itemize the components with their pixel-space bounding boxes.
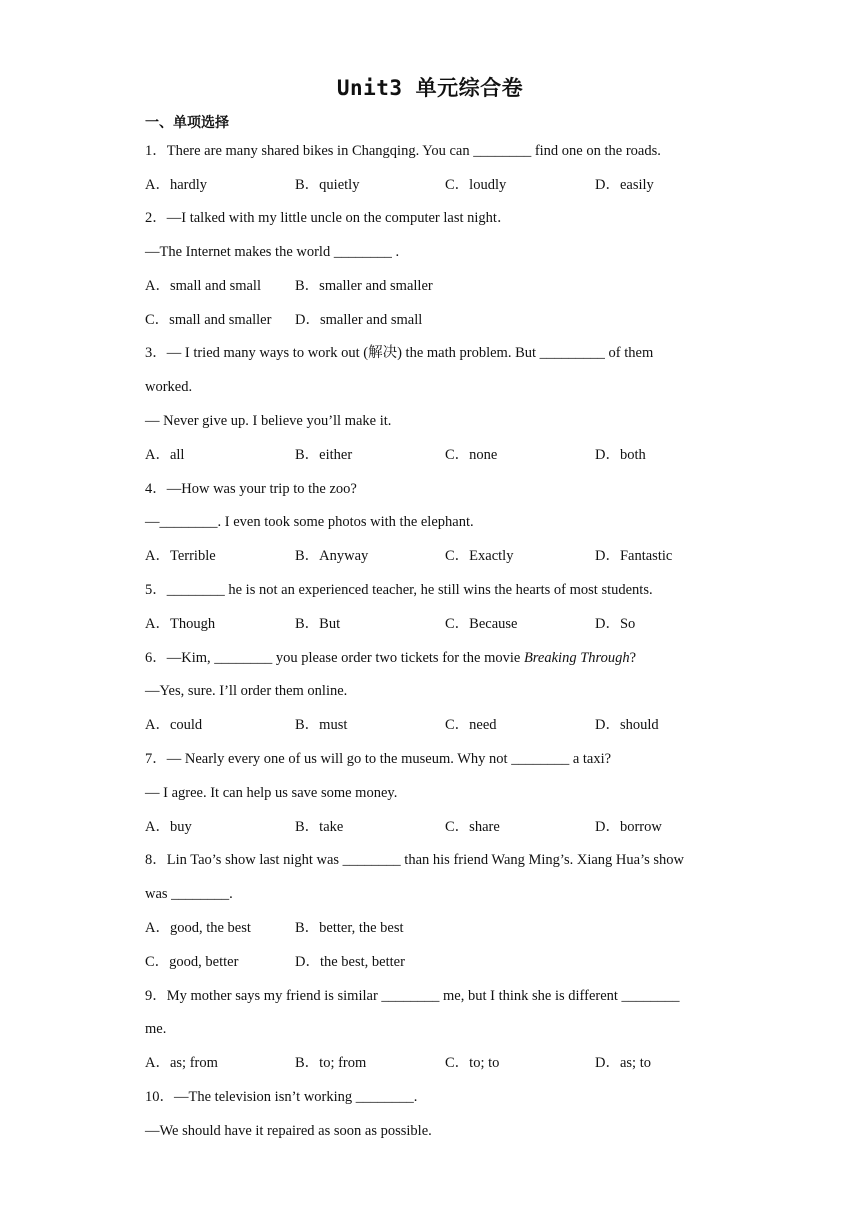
q8-option-b[interactable]: B．better, the best <box>295 920 404 936</box>
q1-option-a[interactable]: A．hardly <box>145 177 208 193</box>
question-3-reply: — Never give up. I believe you’ll make it. <box>145 413 392 429</box>
q3-option-a[interactable]: A．all <box>145 447 185 463</box>
q7-option-d[interactable]: D．borrow <box>595 819 662 835</box>
movie-title: Breaking Through <box>523 650 630 666</box>
q9-option-a[interactable]: A．as; from <box>145 1055 218 1071</box>
q8-option-d[interactable]: D．the best, better <box>295 954 405 970</box>
question-8-text: 8．Lin Tao’s show last night was ________ than his friend Wang Ming’s. Xiang Hua’s show <box>145 852 684 868</box>
question-6-text-pre: 6．—Kim, ________ you please order two tickets for the movie <box>145 650 524 666</box>
q8-option-a[interactable]: A．good, the best <box>145 920 251 936</box>
question-9-text: 9．My mother says my friend is similar ________ me, but I think she is different ________ <box>145 988 680 1004</box>
q5-option-c[interactable]: C．Because <box>445 616 518 632</box>
q5-option-b[interactable]: B．But <box>295 616 341 632</box>
question-2-reply: —The Internet makes the world ________ . <box>145 244 400 260</box>
question-10-reply: —We should have it repaired as soon as possible. <box>145 1123 432 1139</box>
q2-option-b[interactable]: B．smaller and smaller <box>295 278 433 294</box>
section-heading: 一、单项选择 <box>145 115 229 131</box>
question-7-reply: — I agree. It can help us save some money. <box>145 785 398 801</box>
q9-option-b[interactable]: B．to; from <box>295 1055 367 1071</box>
q4-option-a[interactable]: A．Terrible <box>145 548 216 564</box>
q6-option-a[interactable]: A．could <box>145 717 203 733</box>
document-title: Unit3 单元综合卷 <box>336 76 524 100</box>
q3-option-d[interactable]: D．both <box>595 447 646 463</box>
q2-option-c[interactable]: C．small and smaller <box>145 312 272 328</box>
q5-option-d[interactable]: D．So <box>595 616 636 632</box>
q4-option-d[interactable]: D．Fantastic <box>595 548 673 564</box>
q1-option-c[interactable]: C．loudly <box>445 177 507 193</box>
question-5-text: 5．________ he is not an experienced teacher, he still wins the hearts of most students. <box>145 582 653 598</box>
question-4-text: 4．—How was your trip to the zoo? <box>145 481 357 497</box>
question-4-reply: —________. I even took some photos with the elephant. <box>145 514 474 530</box>
q3-option-c[interactable]: C．none <box>445 447 498 463</box>
question-9-text-cont: me. <box>145 1021 167 1037</box>
question-3-text: 3．— I tried many ways to work out (解决) the math problem. But _________ of them <box>145 345 654 361</box>
question-7-text: 7．— Nearly every one of us will go to the museum. Why not ________ a taxi? <box>145 751 612 767</box>
q7-option-c[interactable]: C．share <box>445 819 500 835</box>
q3-option-b[interactable]: B．either <box>295 447 353 463</box>
q1-option-d[interactable]: D．easily <box>595 177 654 193</box>
question-10-text: 10．—The television isn’t working ________. <box>145 1089 418 1105</box>
q4-option-c[interactable]: C．Exactly <box>445 548 514 564</box>
q4-option-b[interactable]: B．Anyway <box>295 548 369 564</box>
question-2-text: 2．—I talked with my little uncle on the computer last night． <box>145 210 512 226</box>
q2-option-a[interactable]: A．small and small <box>145 278 261 294</box>
question-6-text <box>145 648 636 668</box>
q6-option-c[interactable]: C．need <box>445 717 497 733</box>
question-8-text-cont: was ________. <box>145 886 233 902</box>
q1-option-b[interactable]: B．quietly <box>295 177 360 193</box>
q8-option-c[interactable]: C．good, better <box>145 954 239 970</box>
question-1-text: 1．There are many shared bikes in Changqing. You can ________ find one on the roads. <box>145 143 661 159</box>
question-3-text-cont: worked. <box>145 379 193 395</box>
question-6-reply: —Yes, sure. I’ll order them online. <box>145 683 348 699</box>
q5-option-a[interactable]: A．Though <box>145 616 216 632</box>
q7-option-a[interactable]: A．buy <box>145 819 192 835</box>
q9-option-c[interactable]: C．to; to <box>445 1055 500 1071</box>
question-6-text-post: ? <box>629 650 637 666</box>
q6-option-d[interactable]: D．should <box>595 717 659 733</box>
q9-option-d[interactable]: D．as; to <box>595 1055 651 1071</box>
q7-option-b[interactable]: B．take <box>295 819 344 835</box>
q2-option-d[interactable]: D．smaller and small <box>295 312 423 328</box>
q6-option-b[interactable]: B．must <box>295 717 348 733</box>
